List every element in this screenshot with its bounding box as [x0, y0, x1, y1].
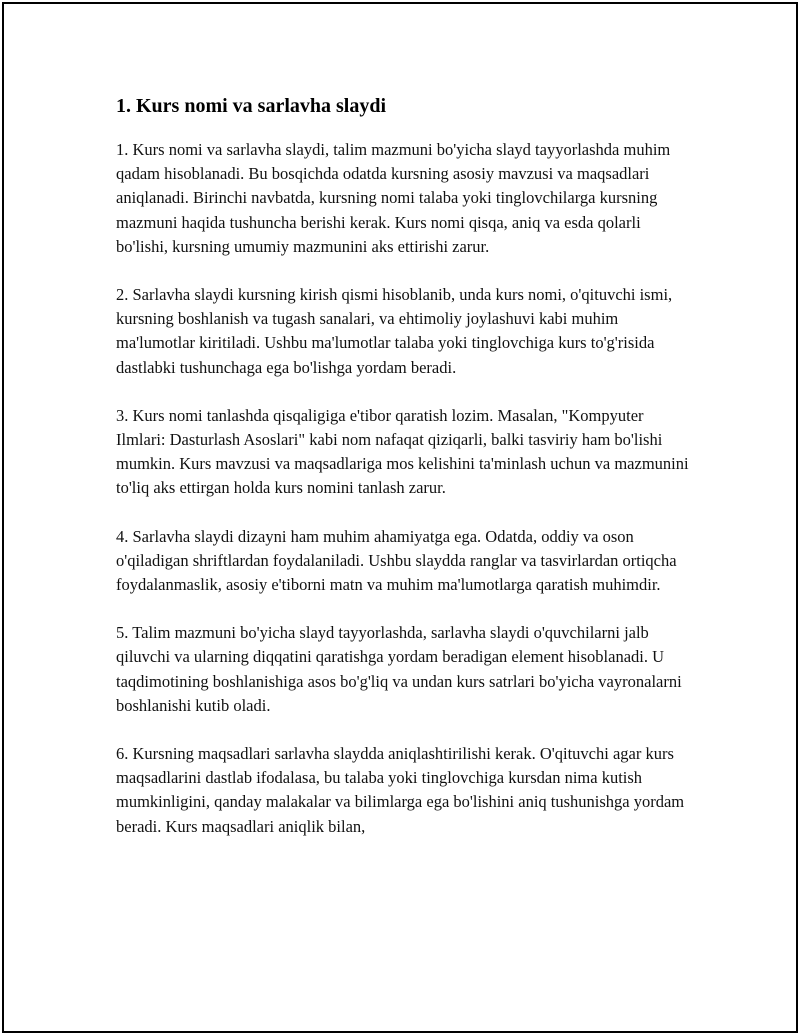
paragraph-3: 3. Kurs nomi tanlashda qisqaligiga e'tibor qaratish lozim. Masalan, "Kompyuter Ilmlari: Dasturlash Asoslari" kabi nom nafaqat qiziqarli, balki tasviriy ham bo'lishi mumkin. Kurs mavzusi va maqsadlariga mos kelishini ta'minlash uchun va mazmunini to'liq aks ettirgan holda kurs nomini tanlash zarur.	[116, 405, 689, 498]
paragraph-1: 1. Kurs nomi va sarlavha slaydi, talim mazmuni bo'yicha slayd tayyorlashda muhim qadam hisoblanadi. Bu bosqichda odatda kursning asosiy mavzusi va maqsadlari aniqlanadi. Birinchi navbatda, kursning nomi talaba yoki tinglovchilarga kursning mazmuni haqida tushuncha berishi kerak. Kurs nomi qisqa, aniq va esda qolarli bo'lishi, kursning umumiy mazmunini aks ettirishi zarur.	[116, 140, 671, 256]
paragraph-6: 6. Kursning maqsadlari sarlavha slaydda aniqlashtirilishi kerak. O'qituvchi agar kurs maqsadlarini dastlab ifodalasa, bu talaba yoki tinglovchiga kursdan nima kutish mumkinligini, qanday malakalar va bilimlarga ega bo'lishini aniq tushunishga yordam beradi. Kurs maqsadlari aniqlik bilan,	[116, 744, 685, 836]
paragraph-5: 5. Talim mazmuni bo'yicha slayd tayyorlashda, sarlavha slaydi o'quvchilarni jalb qiluvchi va ularning diqqatini qaratishga yordam beradigan element hisoblanadi. U taqdimotining boshlanishiga asos bo'g'liq va undan kurs satrlari bo'yicha vayronalarni boshlanishi kutib oladi.	[116, 623, 682, 715]
paragraph-4: 4. Sarlavha slaydi dizayni ham muhim ahamiyatga ega. Odatda, oddiy va oson o'qiladigan shriftlardan foydalaniladi. Ushbu slaydda ranglar va tasvirlardan ortiqcha foydalanmaslik, asosiy e'tiborni matn va muhim ma'lumotlarga qaratish muhimdir.	[116, 526, 677, 595]
document-title: 1. Kurs nomi va sarlavha slaydi	[116, 95, 387, 117]
document-body	[116, 92, 696, 863]
paragraph-2: 2. Sarlavha slaydi kursning kirish qismi hisoblanib, unda kurs nomi, o'qituvchi ismi, kursning boshlanish va tugash sanalari, va ehtimoliy joylashuvi kabi muhim ma'lumotlar kiritiladi. Ushbu ma'lumotlar talaba yoki tinglovchiga kurs to'g'risida dastlabki tushunchaga ega bo'lishga yordam beradi.	[116, 285, 673, 377]
